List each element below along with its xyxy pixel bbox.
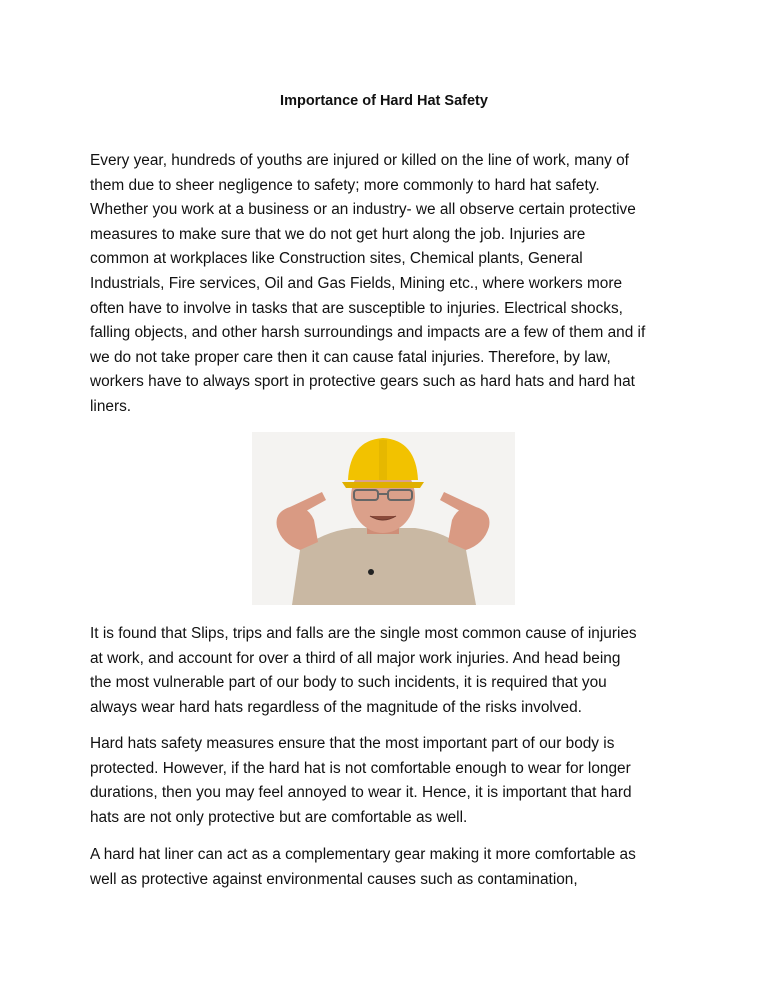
- paragraph-comfort: Hard hats safety measures ensure that the most important part of our body is protected. However, if the hard hat is not comfortable enough to wear for longer durations, then you may feel annoyed to wear it. Hence, it is important that hard hats are not only protective but are comfortable as well.: [90, 735, 632, 826]
- paragraph-liner: A hard hat liner can act as a complementary gear making it more comfortable as well as protective against environmental causes such as contamination,: [90, 846, 636, 888]
- paragraph-intro: Every year, hundreds of youths are injured or killed on the line of work, many of them due to sheer negligence to safety; more commonly to hard hat safety. Whether you work at a business or an industry- we all observe certain protective measures to make sure that we do not get hurt along the job. Injuries are common at workplaces like Construction sites, Chemical plants, General Industrials, Fire services, Oil and Gas Fields, Mining etc., where workers more often have to involve in tasks that are susceptible to injuries. Electrical shocks, falling objects, and other harsh surroundings and impacts are a few of them and if we do not take proper care then it can cause fatal injuries. Therefore, by law, workers have to always sport in protective gears such as hard hats and hard hat liners.: [90, 152, 646, 415]
- worker-illustration: [252, 432, 515, 605]
- paragraph-slips-trips: It is found that Slips, trips and falls are the single most common cause of injuries at work, and account for over a third of all major work injuries. And head being the most vulnerable part of our body to such incidents, it is required that you always wear hard hats regardless of the magnitude of the risks involved.: [90, 625, 637, 716]
- worker-hard-hat-photo: [252, 432, 515, 605]
- document-title: Importance of Hard Hat Safety: [280, 93, 488, 109]
